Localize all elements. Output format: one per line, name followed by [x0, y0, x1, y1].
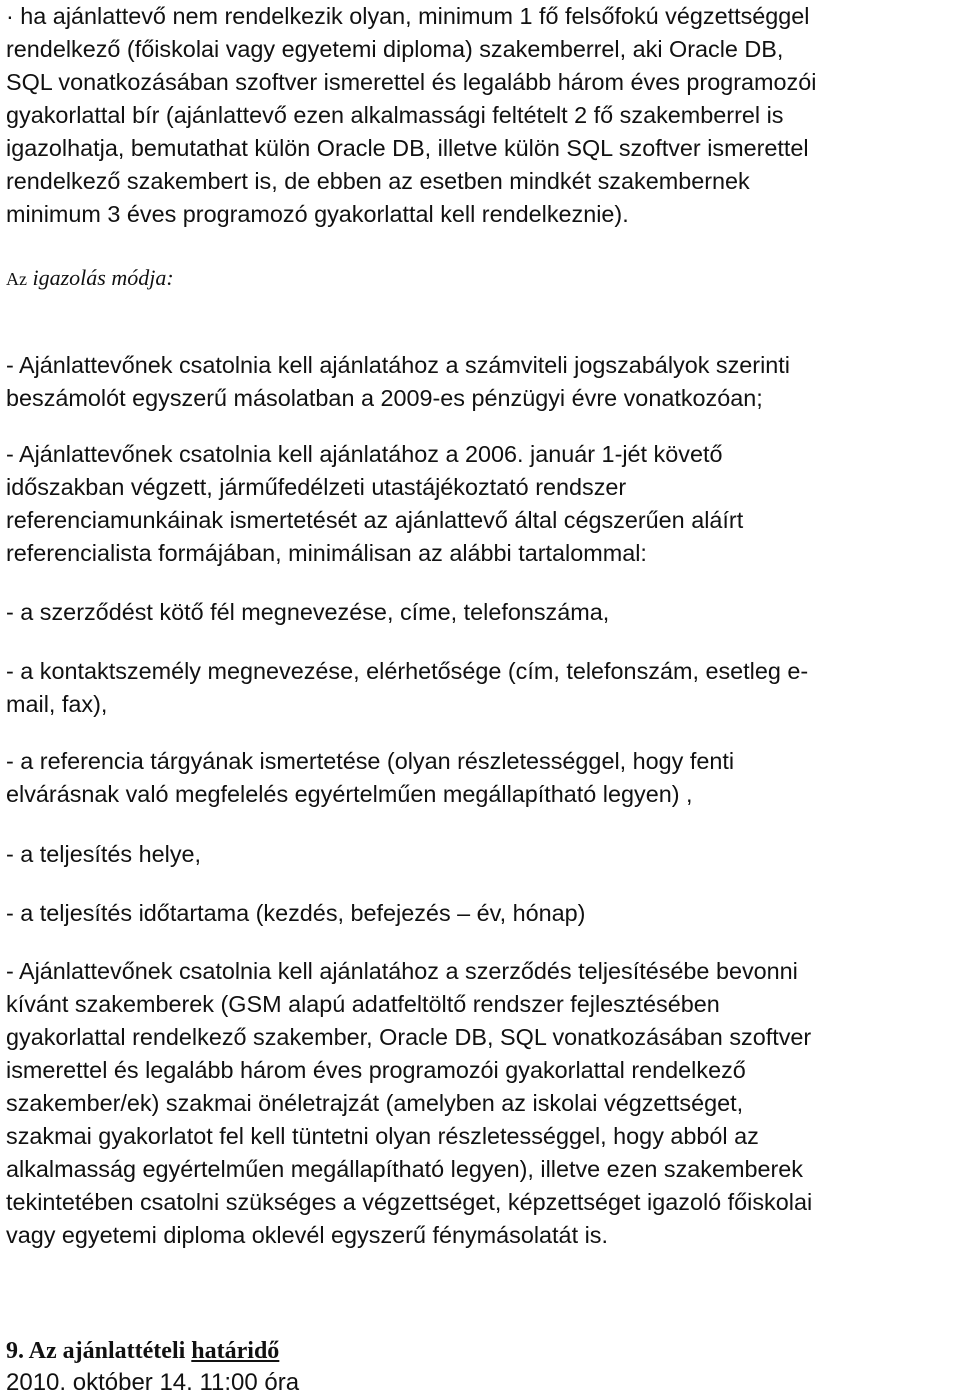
section-heading-underlined: határidő: [191, 1338, 280, 1364]
deadline-date: 2010. október 14. 11:00 óra: [6, 1369, 300, 1396]
section-heading: [6, 1336, 958, 1366]
reference-item-duration: - a teljesítés időtartama (kezdés, befejezés – év, hónap): [6, 900, 586, 926]
reference-item-location: - a teljesítés helye,: [6, 841, 202, 867]
requirement-experts: - Ajánlattevőnek csatolnia kell ajánlatához a szerződés teljesítésébe bevonni kívánt szakemberek (GSM alapú adatfeltöltő rendszer fejlesztésében gyakorlattal rendelkező szakember, Oracle DB, SQL vonatkozásában szoftver ismerettel és legalább három éves programozói gyakorlattal rendelkező szakember/ek) szakmai önéletrajzát (amelyben az iskolai végzettséget, szakmai gyakorlatot fel kell tüntetni olyan részletességgel, hogy abból az alkalmasság egyértelműen megállapítható legyen), illetve ezen szakemberek tekintetében csatolni szükséges a végzettséget, képzettséget igazoló főiskolai vagy egyetemi diploma oklevél egyszerű fénymásolatát is.: [6, 958, 813, 1248]
reference-item-party: - a szerződést kötő fél megnevezése, címe, telefonszáma,: [6, 599, 610, 625]
intro-paragraph: · ha ajánlattevő nem rendelkezik olyan, minimum 1 fő felsőfokú végzettséggel rendelkező (főiskolai vagy egyetemi diploma) szakemberrel, aki Oracle DB, SQL vonatkozásában szoftver ismerettel és legalább három éves programozói gyakorlattal bír (ajánlattevő ezen alkalmassági feltételt 2 fő szakemberrel is igazolhatja, bemutathat külön Oracle DB, illetve külön SQL szoftver ismerettel rendelkező szakembert is, de ebben az esetben mindkét szakembernek minimum 3 éves programozó gyakorlattal kell rendelkeznie).: [6, 3, 817, 227]
proof-method-lead: Az: [6, 269, 27, 289]
reference-item-subject: - a referencia tárgyának ismertetése (olyan részletességgel, hogy fenti elvárásnak való megfelelés egyértelműen megállapítható legyen) ,: [6, 748, 735, 807]
requirement-references: - Ajánlattevőnek csatolnia kell ajánlatához a 2006. január 1-jét követő időszakban végzett, járműfedélzeti utastájékoztató rendszer referenciamunkáinak ismertetését az ajánlattevő által cégszerűen aláírt referencialista formájában, minimálisan az alábbi tartalommal:: [6, 441, 744, 566]
requirement-accounts: - Ajánlattevőnek csatolnia kell ajánlatához a számviteli jogszabályok szerinti beszámolót egyszerű másolatban a 2009-es pénzügyi évre vonatkozóan;: [6, 352, 790, 411]
section-heading-text: 9. Az ajánlattételi: [6, 1338, 192, 1364]
proof-method-rest: igazolás módja:: [27, 265, 174, 290]
reference-item-contact: - a kontaktszemély megnevezése, elérhetősége (cím, telefonszám, esetleg e- mail, fax),: [6, 658, 809, 717]
proof-method-label: [6, 264, 958, 293]
